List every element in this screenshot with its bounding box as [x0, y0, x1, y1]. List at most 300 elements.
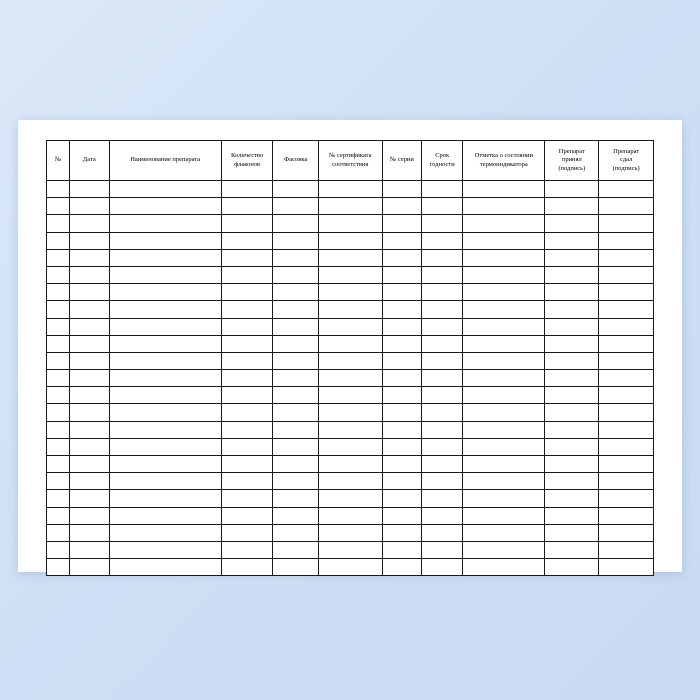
- table-cell-date[interactable]: [70, 490, 109, 507]
- table-cell-thermo_indicator[interactable]: [463, 266, 545, 283]
- table-cell-drug_received[interactable]: [545, 318, 599, 335]
- table-cell-expiry[interactable]: [422, 181, 463, 198]
- table-cell-certificate_no[interactable]: [318, 318, 382, 335]
- table-cell-drug_received[interactable]: [545, 335, 599, 352]
- table-cell-bottles_count[interactable]: [221, 559, 273, 576]
- table-cell-bottles_count[interactable]: [221, 490, 273, 507]
- table-header-row: [47, 141, 654, 181]
- table-cell-certificate_no[interactable]: [318, 352, 382, 369]
- table-cell-bottles_count[interactable]: [221, 335, 273, 352]
- table-cell-num[interactable]: [47, 404, 70, 421]
- table-cell-packaging[interactable]: [273, 232, 319, 249]
- table-cell-certificate_no[interactable]: [318, 370, 382, 387]
- table-cell-drug_name[interactable]: [109, 490, 221, 507]
- table-cell-thermo_indicator[interactable]: [463, 318, 545, 335]
- table-cell-thermo_indicator[interactable]: [463, 421, 545, 438]
- table-row: [47, 421, 654, 438]
- table-cell-packaging[interactable]: [273, 249, 319, 266]
- table-cell-num[interactable]: [47, 456, 70, 473]
- table-cell-expiry[interactable]: [422, 266, 463, 283]
- table-cell-thermo_indicator[interactable]: [463, 284, 545, 301]
- table-cell-date[interactable]: [70, 266, 109, 283]
- table-cell-certificate_no[interactable]: [318, 249, 382, 266]
- table-cell-drug_handed[interactable]: [599, 249, 654, 266]
- table-cell-series_no[interactable]: [382, 524, 421, 541]
- column-header-line: Отметка о состоянии: [474, 152, 533, 160]
- table-cell-drug_name[interactable]: [109, 370, 221, 387]
- table-cell-drug_name[interactable]: [109, 181, 221, 198]
- table-cell-num[interactable]: [47, 301, 70, 318]
- table-cell-drug_name[interactable]: [109, 335, 221, 352]
- table-cell-certificate_no[interactable]: [318, 335, 382, 352]
- table-cell-num[interactable]: [47, 198, 70, 215]
- table-cell-drug_handed[interactable]: [599, 352, 654, 369]
- table-row: [47, 266, 654, 283]
- table-cell-date[interactable]: [70, 370, 109, 387]
- table-row: [47, 507, 654, 524]
- table-cell-series_no[interactable]: [382, 507, 421, 524]
- table-cell-date[interactable]: [70, 181, 109, 198]
- table-cell-packaging[interactable]: [273, 198, 319, 215]
- table-cell-num[interactable]: [47, 524, 70, 541]
- table-cell-num[interactable]: [47, 215, 70, 232]
- table-cell-certificate_no[interactable]: [318, 215, 382, 232]
- table-cell-series_no[interactable]: [382, 215, 421, 232]
- table-cell-drug_received[interactable]: [545, 421, 599, 438]
- table-cell-packaging[interactable]: [273, 507, 319, 524]
- table-cell-packaging[interactable]: [273, 421, 319, 438]
- table-cell-drug_received[interactable]: [545, 370, 599, 387]
- table-cell-date[interactable]: [70, 232, 109, 249]
- table-cell-bottles_count[interactable]: [221, 524, 273, 541]
- table-cell-certificate_no[interactable]: [318, 507, 382, 524]
- table-cell-expiry[interactable]: [422, 318, 463, 335]
- table-cell-drug_name[interactable]: [109, 438, 221, 455]
- table-cell-drug_received[interactable]: [545, 559, 599, 576]
- table-cell-series_no[interactable]: [382, 438, 421, 455]
- table-cell-series_no[interactable]: [382, 249, 421, 266]
- table-cell-packaging[interactable]: [273, 490, 319, 507]
- table-cell-date[interactable]: [70, 507, 109, 524]
- table-cell-bottles_count[interactable]: [221, 456, 273, 473]
- table-cell-bottles_count[interactable]: [221, 215, 273, 232]
- table-cell-drug_handed[interactable]: [599, 370, 654, 387]
- table-cell-date[interactable]: [70, 198, 109, 215]
- table-cell-bottles_count[interactable]: [221, 284, 273, 301]
- table-cell-series_no[interactable]: [382, 266, 421, 283]
- table-cell-num[interactable]: [47, 370, 70, 387]
- column-header-line: (подпись): [612, 164, 640, 172]
- table-cell-series_no[interactable]: [382, 198, 421, 215]
- table-cell-expiry[interactable]: [422, 524, 463, 541]
- table-row: [47, 352, 654, 369]
- table-cell-bottles_count[interactable]: [221, 507, 273, 524]
- table-cell-series_no[interactable]: [382, 301, 421, 318]
- table-cell-certificate_no[interactable]: [318, 559, 382, 576]
- table-cell-drug_received[interactable]: [545, 490, 599, 507]
- table-cell-drug_name[interactable]: [109, 318, 221, 335]
- table-cell-series_no[interactable]: [382, 318, 421, 335]
- table-cell-drug_name[interactable]: [109, 559, 221, 576]
- table-cell-packaging[interactable]: [273, 370, 319, 387]
- table-cell-num[interactable]: [47, 284, 70, 301]
- table-cell-expiry[interactable]: [422, 456, 463, 473]
- table-cell-drug_name[interactable]: [109, 541, 221, 558]
- column-header-line: принял: [561, 156, 582, 164]
- column-header-line: № сертификата: [329, 152, 372, 160]
- table-cell-drug_received[interactable]: [545, 232, 599, 249]
- table-cell-thermo_indicator[interactable]: [463, 456, 545, 473]
- table-cell-series_no[interactable]: [382, 370, 421, 387]
- table-cell-drug_received[interactable]: [545, 215, 599, 232]
- table-cell-thermo_indicator[interactable]: [463, 490, 545, 507]
- table-cell-thermo_indicator[interactable]: [463, 215, 545, 232]
- table-cell-drug_handed[interactable]: [599, 473, 654, 490]
- table-cell-drug_received[interactable]: [545, 198, 599, 215]
- table-cell-drug_handed[interactable]: [599, 438, 654, 455]
- table-cell-packaging[interactable]: [273, 387, 319, 404]
- column-header-line: №: [54, 156, 62, 164]
- column-header-drug_handed: [599, 141, 654, 181]
- table-cell-packaging[interactable]: [273, 181, 319, 198]
- table-cell-date[interactable]: [70, 284, 109, 301]
- table-cell-drug_received[interactable]: [545, 438, 599, 455]
- table-cell-bottles_count[interactable]: [221, 232, 273, 249]
- journal-table: [46, 140, 654, 576]
- table-cell-series_no[interactable]: [382, 335, 421, 352]
- column-header-series_no: [382, 141, 421, 181]
- table-cell-thermo_indicator[interactable]: [463, 370, 545, 387]
- table-cell-packaging[interactable]: [273, 473, 319, 490]
- table-row: [47, 249, 654, 266]
- column-header-date: [70, 141, 109, 181]
- table-cell-series_no[interactable]: [382, 541, 421, 558]
- table-cell-date[interactable]: [70, 387, 109, 404]
- table-cell-thermo_indicator[interactable]: [463, 507, 545, 524]
- table-cell-bottles_count[interactable]: [221, 404, 273, 421]
- table-cell-bottles_count[interactable]: [221, 301, 273, 318]
- table-cell-drug_name[interactable]: [109, 421, 221, 438]
- table-row: [47, 232, 654, 249]
- column-header-num: [47, 141, 70, 181]
- table-cell-bottles_count[interactable]: [221, 370, 273, 387]
- table-cell-thermo_indicator[interactable]: [463, 438, 545, 455]
- table-cell-num[interactable]: [47, 181, 70, 198]
- table-cell-certificate_no[interactable]: [318, 181, 382, 198]
- table-cell-num[interactable]: [47, 559, 70, 576]
- table-cell-num[interactable]: [47, 335, 70, 352]
- table-cell-drug_name[interactable]: [109, 198, 221, 215]
- table-cell-expiry[interactable]: [422, 215, 463, 232]
- table-cell-drug_name[interactable]: [109, 404, 221, 421]
- table-cell-expiry[interactable]: [422, 473, 463, 490]
- table-cell-drug_handed[interactable]: [599, 404, 654, 421]
- table-cell-drug_received[interactable]: [545, 404, 599, 421]
- table-cell-drug_received[interactable]: [545, 387, 599, 404]
- table-cell-date[interactable]: [70, 215, 109, 232]
- table-cell-drug_handed[interactable]: [599, 198, 654, 215]
- column-header-drug_received: [545, 141, 599, 181]
- table-row: [47, 438, 654, 455]
- table-cell-certificate_no[interactable]: [318, 490, 382, 507]
- table-cell-drug_received[interactable]: [545, 301, 599, 318]
- table-cell-drug_received[interactable]: [545, 284, 599, 301]
- table-cell-date[interactable]: [70, 541, 109, 558]
- table-cell-drug_received[interactable]: [545, 524, 599, 541]
- table-cell-packaging[interactable]: [273, 352, 319, 369]
- table-cell-drug_received[interactable]: [545, 507, 599, 524]
- table-cell-date[interactable]: [70, 473, 109, 490]
- table-cell-date[interactable]: [70, 524, 109, 541]
- table-cell-bottles_count[interactable]: [221, 387, 273, 404]
- table-cell-date[interactable]: [70, 301, 109, 318]
- table-cell-certificate_no[interactable]: [318, 266, 382, 283]
- table-header: [47, 141, 654, 181]
- table-cell-drug_name[interactable]: [109, 249, 221, 266]
- table-cell-series_no[interactable]: [382, 559, 421, 576]
- table-cell-expiry[interactable]: [422, 490, 463, 507]
- table-cell-drug_handed[interactable]: [599, 284, 654, 301]
- table-cell-num[interactable]: [47, 438, 70, 455]
- table-cell-date[interactable]: [70, 404, 109, 421]
- table-cell-drug_name[interactable]: [109, 507, 221, 524]
- table-row: [47, 490, 654, 507]
- table-cell-certificate_no[interactable]: [318, 524, 382, 541]
- table-cell-certificate_no[interactable]: [318, 473, 382, 490]
- table-cell-series_no[interactable]: [382, 232, 421, 249]
- table-cell-thermo_indicator[interactable]: [463, 301, 545, 318]
- table-cell-bottles_count[interactable]: [221, 541, 273, 558]
- table-cell-drug_name[interactable]: [109, 524, 221, 541]
- table-cell-drug_received[interactable]: [545, 456, 599, 473]
- table-cell-expiry[interactable]: [422, 301, 463, 318]
- table-cell-drug_handed[interactable]: [599, 421, 654, 438]
- table-cell-thermo_indicator[interactable]: [463, 404, 545, 421]
- table-cell-packaging[interactable]: [273, 524, 319, 541]
- document-sheet: [18, 120, 682, 572]
- column-header-line: Наименование препарата: [130, 156, 201, 164]
- table-cell-thermo_indicator[interactable]: [463, 335, 545, 352]
- table-cell-thermo_indicator[interactable]: [463, 559, 545, 576]
- table-cell-date[interactable]: [70, 352, 109, 369]
- table-cell-expiry[interactable]: [422, 541, 463, 558]
- table-cell-certificate_no[interactable]: [318, 438, 382, 455]
- table-cell-drug_handed[interactable]: [599, 507, 654, 524]
- column-header-line: Препарат: [558, 148, 585, 156]
- column-header-line: годности: [429, 160, 455, 168]
- column-header-line: соответствия: [332, 160, 369, 168]
- column-header-drug_name: [109, 141, 221, 181]
- table-cell-bottles_count[interactable]: [221, 352, 273, 369]
- table-cell-bottles_count[interactable]: [221, 266, 273, 283]
- table-row: [47, 301, 654, 318]
- table-cell-drug_received[interactable]: [545, 541, 599, 558]
- table-cell-drug_name[interactable]: [109, 215, 221, 232]
- column-header-line: Дата: [82, 156, 96, 164]
- table-cell-drug_name[interactable]: [109, 473, 221, 490]
- table-cell-drug_handed[interactable]: [599, 456, 654, 473]
- table-cell-drug_name[interactable]: [109, 232, 221, 249]
- table-cell-packaging[interactable]: [273, 266, 319, 283]
- table-cell-thermo_indicator[interactable]: [463, 541, 545, 558]
- table-cell-date[interactable]: [70, 559, 109, 576]
- table-cell-certificate_no[interactable]: [318, 387, 382, 404]
- table-cell-certificate_no[interactable]: [318, 301, 382, 318]
- table-cell-drug_name[interactable]: [109, 301, 221, 318]
- table-cell-drug_handed[interactable]: [599, 335, 654, 352]
- table-cell-date[interactable]: [70, 456, 109, 473]
- table-cell-num[interactable]: [47, 232, 70, 249]
- table-row: [47, 456, 654, 473]
- table-cell-drug_name[interactable]: [109, 284, 221, 301]
- table-cell-certificate_no[interactable]: [318, 232, 382, 249]
- table-cell-expiry[interactable]: [422, 387, 463, 404]
- table-cell-packaging[interactable]: [273, 301, 319, 318]
- table-cell-drug_received[interactable]: [545, 249, 599, 266]
- table-cell-num[interactable]: [47, 473, 70, 490]
- table-cell-series_no[interactable]: [382, 284, 421, 301]
- table-cell-bottles_count[interactable]: [221, 198, 273, 215]
- table-cell-num[interactable]: [47, 490, 70, 507]
- table-cell-thermo_indicator[interactable]: [463, 387, 545, 404]
- table-cell-drug_handed[interactable]: [599, 301, 654, 318]
- table-cell-bottles_count[interactable]: [221, 249, 273, 266]
- table-row: [47, 473, 654, 490]
- table-cell-drug_handed[interactable]: [599, 232, 654, 249]
- table-cell-drug_handed[interactable]: [599, 387, 654, 404]
- table-cell-drug_handed[interactable]: [599, 266, 654, 283]
- table-cell-packaging[interactable]: [273, 541, 319, 558]
- table-cell-certificate_no[interactable]: [318, 404, 382, 421]
- table-cell-drug_handed[interactable]: [599, 490, 654, 507]
- table-cell-packaging[interactable]: [273, 284, 319, 301]
- table-cell-drug_handed[interactable]: [599, 559, 654, 576]
- table-cell-series_no[interactable]: [382, 490, 421, 507]
- table-row: [47, 404, 654, 421]
- column-header-line: № серии: [389, 156, 414, 164]
- table-cell-num[interactable]: [47, 352, 70, 369]
- table-cell-packaging[interactable]: [273, 335, 319, 352]
- table-cell-series_no[interactable]: [382, 387, 421, 404]
- table-cell-drug_handed[interactable]: [599, 181, 654, 198]
- table-cell-date[interactable]: [70, 249, 109, 266]
- table-cell-certificate_no[interactable]: [318, 456, 382, 473]
- table-cell-drug_name[interactable]: [109, 352, 221, 369]
- table-cell-drug_received[interactable]: [545, 266, 599, 283]
- column-header-line: Срок: [435, 152, 450, 160]
- column-header-line: Количество: [230, 152, 264, 160]
- table-cell-thermo_indicator[interactable]: [463, 198, 545, 215]
- table-cell-series_no[interactable]: [382, 352, 421, 369]
- table-cell-num[interactable]: [47, 421, 70, 438]
- table-cell-drug_received[interactable]: [545, 473, 599, 490]
- column-header-line: сдал: [619, 156, 633, 164]
- table-cell-thermo_indicator[interactable]: [463, 181, 545, 198]
- table-cell-series_no[interactable]: [382, 473, 421, 490]
- table-cell-date[interactable]: [70, 335, 109, 352]
- table-cell-num[interactable]: [47, 318, 70, 335]
- table-cell-expiry[interactable]: [422, 404, 463, 421]
- table-cell-expiry[interactable]: [422, 559, 463, 576]
- table-cell-num[interactable]: [47, 541, 70, 558]
- table-cell-series_no[interactable]: [382, 421, 421, 438]
- table-cell-certificate_no[interactable]: [318, 284, 382, 301]
- table-cell-packaging[interactable]: [273, 404, 319, 421]
- table-cell-drug_received[interactable]: [545, 352, 599, 369]
- column-header-bottles_count: [221, 141, 273, 181]
- table-cell-expiry[interactable]: [422, 438, 463, 455]
- table-cell-thermo_indicator[interactable]: [463, 232, 545, 249]
- table-row: [47, 284, 654, 301]
- table-cell-packaging[interactable]: [273, 215, 319, 232]
- table-cell-packaging[interactable]: [273, 438, 319, 455]
- table-cell-thermo_indicator[interactable]: [463, 249, 545, 266]
- table-cell-date[interactable]: [70, 421, 109, 438]
- table-row: [47, 198, 654, 215]
- table-cell-expiry[interactable]: [422, 284, 463, 301]
- table-cell-date[interactable]: [70, 438, 109, 455]
- table-cell-certificate_no[interactable]: [318, 198, 382, 215]
- column-header-line: (подпись): [558, 164, 586, 172]
- column-header-expiry: [422, 141, 463, 181]
- table-cell-num[interactable]: [47, 387, 70, 404]
- table-cell-series_no[interactable]: [382, 181, 421, 198]
- table-cell-packaging[interactable]: [273, 456, 319, 473]
- column-header-thermo_indicator: [463, 141, 545, 181]
- table-cell-num[interactable]: [47, 507, 70, 524]
- table-cell-thermo_indicator[interactable]: [463, 473, 545, 490]
- table-cell-bottles_count[interactable]: [221, 473, 273, 490]
- table-cell-drug_received[interactable]: [545, 181, 599, 198]
- table-cell-packaging[interactable]: [273, 559, 319, 576]
- column-header-line: Препарат: [613, 148, 640, 156]
- table-row: [47, 524, 654, 541]
- table-row: [47, 541, 654, 558]
- table-cell-certificate_no[interactable]: [318, 421, 382, 438]
- table-cell-num[interactable]: [47, 249, 70, 266]
- table-cell-drug_handed[interactable]: [599, 541, 654, 558]
- table-cell-thermo_indicator[interactable]: [463, 524, 545, 541]
- table-cell-expiry[interactable]: [422, 335, 463, 352]
- table-cell-packaging[interactable]: [273, 318, 319, 335]
- table-cell-series_no[interactable]: [382, 456, 421, 473]
- table-cell-certificate_no[interactable]: [318, 541, 382, 558]
- table-cell-thermo_indicator[interactable]: [463, 352, 545, 369]
- table-cell-drug_handed[interactable]: [599, 215, 654, 232]
- table-cell-bottles_count[interactable]: [221, 438, 273, 455]
- table-cell-expiry[interactable]: [422, 249, 463, 266]
- table-cell-series_no[interactable]: [382, 404, 421, 421]
- table-row: [47, 215, 654, 232]
- table-cell-drug_name[interactable]: [109, 387, 221, 404]
- column-header-line: Фасовка: [284, 156, 308, 164]
- table-cell-expiry[interactable]: [422, 232, 463, 249]
- table-cell-bottles_count[interactable]: [221, 421, 273, 438]
- table-cell-date[interactable]: [70, 318, 109, 335]
- table-cell-drug_handed[interactable]: [599, 524, 654, 541]
- table-cell-expiry[interactable]: [422, 198, 463, 215]
- table-cell-expiry[interactable]: [422, 421, 463, 438]
- table-cell-drug_name[interactable]: [109, 456, 221, 473]
- table-cell-drug_handed[interactable]: [599, 318, 654, 335]
- table-cell-expiry[interactable]: [422, 507, 463, 524]
- table-cell-expiry[interactable]: [422, 370, 463, 387]
- table-cell-bottles_count[interactable]: [221, 318, 273, 335]
- table-cell-bottles_count[interactable]: [221, 181, 273, 198]
- table-cell-drug_name[interactable]: [109, 266, 221, 283]
- table-cell-num[interactable]: [47, 266, 70, 283]
- table-cell-expiry[interactable]: [422, 352, 463, 369]
